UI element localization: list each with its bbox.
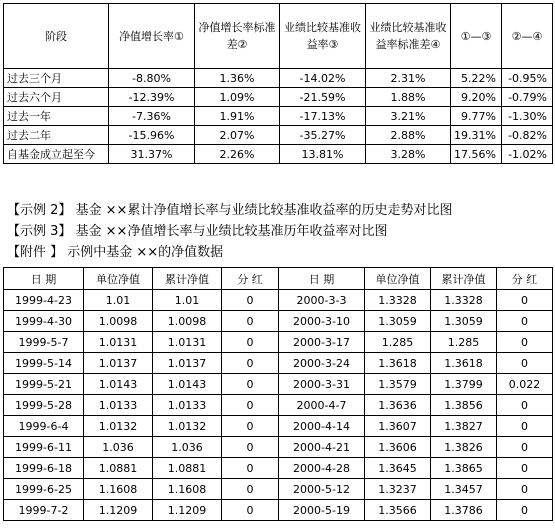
- performance-table: [3, 3, 553, 164]
- table-cell: 0: [222, 353, 279, 374]
- table-cell: -0.82%: [502, 126, 553, 145]
- table-cell: 0: [222, 500, 279, 521]
- table-cell: 1999-7-2: [4, 500, 84, 521]
- table-cell: 1.0881: [153, 458, 222, 479]
- table-cell: 0: [222, 458, 279, 479]
- table-cell: 1.3786: [431, 500, 497, 521]
- table-cell: 2000-3-10: [279, 311, 365, 332]
- table-cell: 0: [497, 332, 553, 353]
- table-cell: 3.21%: [366, 107, 451, 126]
- table-cell: 0: [497, 353, 553, 374]
- table-cell: 1999-5-14: [4, 353, 84, 374]
- table-cell: -17.13%: [280, 107, 366, 126]
- table-cell: 1.3457: [431, 479, 497, 500]
- table-cell: 13.81%: [280, 145, 366, 164]
- table-cell: 2000-4-7: [279, 395, 365, 416]
- table-cell: 0: [497, 311, 553, 332]
- table-cell: 1.3645: [365, 458, 431, 479]
- table-cell: -0.95%: [502, 69, 553, 88]
- table-row: [4, 126, 553, 145]
- performance-header-row: [4, 4, 553, 69]
- table-cell: 1.0133: [153, 395, 222, 416]
- table-cell: 1.3856: [431, 395, 497, 416]
- table-row: [4, 437, 553, 458]
- table-cell: 1.0098: [153, 311, 222, 332]
- table-cell: 1999-6-11: [4, 437, 84, 458]
- table-cell: 1.0098: [84, 311, 153, 332]
- column-header: 日 期: [4, 268, 84, 290]
- table-cell: 0: [222, 311, 279, 332]
- table-cell: 1.3826: [431, 437, 497, 458]
- table-cell: 0: [497, 458, 553, 479]
- table-cell: 2000-4-28: [279, 458, 365, 479]
- column-header: 业绩比较基准收益率③: [280, 4, 366, 69]
- table-cell: 1.88%: [366, 88, 451, 107]
- table-cell: 1.0137: [84, 353, 153, 374]
- table-cell: 17.56%: [451, 145, 502, 164]
- table-cell: 31.37%: [109, 145, 195, 164]
- table-cell: 0: [497, 437, 553, 458]
- table-cell: 1.0137: [153, 353, 222, 374]
- table-cell: 1.0131: [84, 332, 153, 353]
- table-cell: 2000-4-14: [279, 416, 365, 437]
- table-cell: 1999-6-18: [4, 458, 84, 479]
- table-cell: -14.02%: [280, 69, 366, 88]
- column-header: 日 期: [279, 268, 365, 290]
- table-cell: 1.3607: [365, 416, 431, 437]
- table-cell: 5.22%: [451, 69, 502, 88]
- table-row: [4, 332, 553, 353]
- table-row: [4, 311, 553, 332]
- table-row: [4, 458, 553, 479]
- example-note-2: 【示例 2】 基金 ××累计净值增长率与业绩比较基准收益率的历史走势对比图: [7, 203, 453, 218]
- table-cell: 1999-5-7: [4, 332, 84, 353]
- table-cell: 0: [222, 395, 279, 416]
- table-cell: 3.28%: [366, 145, 451, 164]
- table-row: [4, 374, 553, 395]
- table-cell: 2000-4-21: [279, 437, 365, 458]
- table-cell: 0: [222, 332, 279, 353]
- table-cell: -7.36%: [109, 107, 195, 126]
- column-header: ②—④: [502, 4, 553, 69]
- table-cell: 1.3799: [431, 374, 497, 395]
- table-cell: -1.02%: [502, 145, 553, 164]
- table-cell: 0: [497, 416, 553, 437]
- table-row: [4, 395, 553, 416]
- column-header: 单位净值: [84, 268, 153, 290]
- column-header: 阶段: [4, 4, 109, 69]
- table-cell: 1999-4-30: [4, 311, 84, 332]
- column-header: 累计净值: [153, 268, 222, 290]
- table-row: [4, 416, 553, 437]
- table-cell: 2000-3-31: [279, 374, 365, 395]
- table-cell: 19.31%: [451, 126, 502, 145]
- table-cell: 1.1209: [153, 500, 222, 521]
- table-cell: 1.036: [84, 437, 153, 458]
- table-cell: -12.39%: [109, 88, 195, 107]
- table-cell: 1.3636: [365, 395, 431, 416]
- table-cell: 1.36%: [195, 69, 280, 88]
- table-cell: 9.77%: [451, 107, 502, 126]
- table-cell: 2.07%: [195, 126, 280, 145]
- table-cell: 过去六个月: [4, 88, 109, 107]
- table-row: [4, 500, 553, 521]
- table-cell: 1.0132: [84, 416, 153, 437]
- table-cell: 0: [497, 479, 553, 500]
- table-cell: 1999-4-23: [4, 290, 84, 311]
- table-cell: 1999-5-21: [4, 374, 84, 395]
- table-cell: 1.3059: [365, 311, 431, 332]
- table-cell: 1.1608: [153, 479, 222, 500]
- table-cell: 1.3328: [431, 290, 497, 311]
- table-cell: 2000-3-17: [279, 332, 365, 353]
- column-header: 累计净值: [431, 268, 497, 290]
- table-row: [4, 69, 553, 88]
- table-cell: 0: [497, 290, 553, 311]
- table-row: [4, 107, 553, 126]
- table-cell: 0: [222, 290, 279, 311]
- nav-header-row: [4, 268, 553, 290]
- table-cell: 2000-3-3: [279, 290, 365, 311]
- table-cell: 过去一年: [4, 107, 109, 126]
- column-header: 分 红: [222, 268, 279, 290]
- column-header: 业绩比较基准收益率标准差④: [366, 4, 451, 69]
- table-cell: 9.20%: [451, 88, 502, 107]
- table-cell: 1.01: [153, 290, 222, 311]
- table-cell: 0: [222, 416, 279, 437]
- table-cell: 1.3618: [431, 353, 497, 374]
- table-cell: 1.3059: [431, 311, 497, 332]
- table-cell: 1.285: [365, 332, 431, 353]
- table-cell: 2000-3-24: [279, 353, 365, 374]
- column-header: 净值增长率标准差②: [195, 4, 280, 69]
- table-cell: 1.3566: [365, 500, 431, 521]
- nav-data-table: [3, 267, 553, 521]
- table-cell: 1.3606: [365, 437, 431, 458]
- appendix-note: 【附件 】 示例中基金 ××的净值数据: [7, 245, 224, 260]
- table-cell: 0: [222, 479, 279, 500]
- table-cell: 1999-6-25: [4, 479, 84, 500]
- table-cell: 2000-5-12: [279, 479, 365, 500]
- table-cell: 1.3579: [365, 374, 431, 395]
- table-row: [4, 145, 553, 164]
- table-cell: 过去二年: [4, 126, 109, 145]
- table-cell: -1.30%: [502, 107, 553, 126]
- table-cell: 1.0143: [84, 374, 153, 395]
- table-cell: 1.3618: [365, 353, 431, 374]
- table-cell: 1.09%: [195, 88, 280, 107]
- nav-body: [4, 290, 553, 521]
- column-header: 分 红: [497, 268, 553, 290]
- table-cell: 1.036: [153, 437, 222, 458]
- table-cell: 0: [497, 395, 553, 416]
- table-cell: 1.3328: [365, 290, 431, 311]
- table-row: [4, 479, 553, 500]
- table-cell: 1.0143: [153, 374, 222, 395]
- table-cell: 2.88%: [366, 126, 451, 145]
- table-cell: 1.3237: [365, 479, 431, 500]
- table-cell: 1.01: [84, 290, 153, 311]
- table-cell: -0.79%: [502, 88, 553, 107]
- table-cell: 1.1209: [84, 500, 153, 521]
- table-cell: 0: [497, 500, 553, 521]
- table-cell: -21.59%: [280, 88, 366, 107]
- example-notes: [7, 200, 452, 263]
- table-cell: -15.96%: [109, 126, 195, 145]
- table-cell: 1.1608: [84, 479, 153, 500]
- table-cell: 1.0132: [153, 416, 222, 437]
- table-cell: 过去三个月: [4, 69, 109, 88]
- column-header: 单位净值: [365, 268, 431, 290]
- table-cell: -8.80%: [109, 69, 195, 88]
- table-cell: 2.26%: [195, 145, 280, 164]
- table-cell: 2.31%: [366, 69, 451, 88]
- table-row: [4, 353, 553, 374]
- table-cell: 1.0131: [153, 332, 222, 353]
- table-row: [4, 88, 553, 107]
- table-cell: -35.27%: [280, 126, 366, 145]
- table-cell: 1999-5-28: [4, 395, 84, 416]
- table-cell: 自基金成立起至今: [4, 145, 109, 164]
- table-cell: 2000-5-19: [279, 500, 365, 521]
- table-cell: 1.3827: [431, 416, 497, 437]
- table-cell: 1.3865: [431, 458, 497, 479]
- table-cell: 0.022: [497, 374, 553, 395]
- table-cell: 1999-6-4: [4, 416, 84, 437]
- table-cell: 1.0133: [84, 395, 153, 416]
- table-cell: 0: [222, 437, 279, 458]
- table-cell: 1.285: [431, 332, 497, 353]
- table-cell: 1.91%: [195, 107, 280, 126]
- table-row: [4, 290, 553, 311]
- table-cell: 1.0881: [84, 458, 153, 479]
- example-note-3: 【示例 3】 基金 ××净值增长率与业绩比较基准历年收益率对比图: [7, 224, 388, 239]
- column-header: ①—③: [451, 4, 502, 69]
- performance-body: [4, 69, 553, 164]
- table-cell: 0: [222, 374, 279, 395]
- column-header: 净值增长率①: [109, 4, 195, 69]
